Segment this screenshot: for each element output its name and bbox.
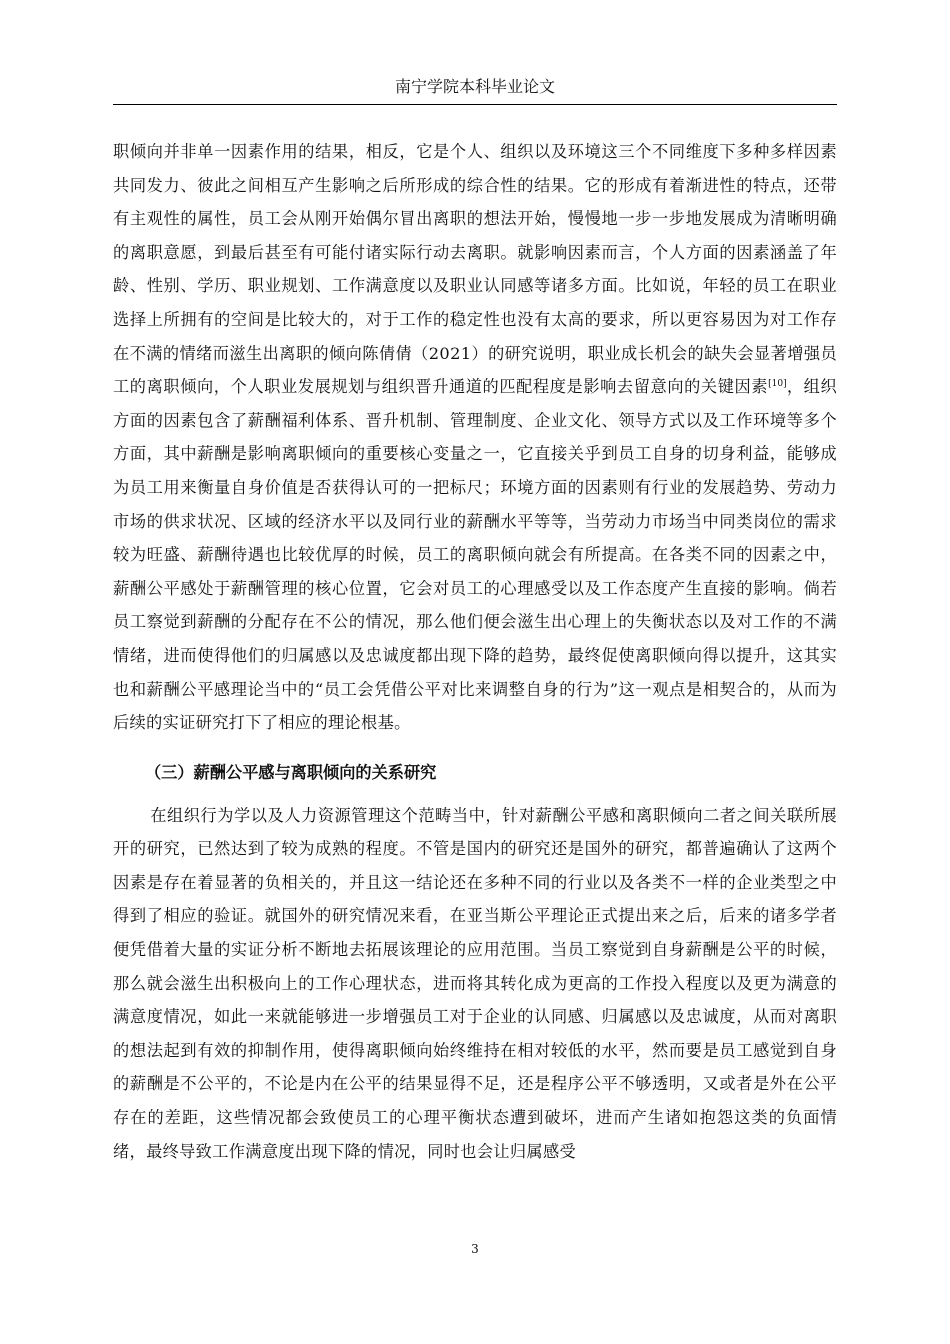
page-number: 3 bbox=[471, 1242, 479, 1256]
paragraph-text: ，组织方面的因素包含了薪酬福利体系、晋升机制、管理制度、企业文化、领导方式以及工作环境等多个方面，其中薪酬是影响离职倾向的重要核心变量之一，它直接关乎到员工自身的切身利益，能够成为员工用来衡量自身价值是否获得认可的一把标尺；环境方面的因素则有行业的发展趋势、劳动力市场的供求状况、区域的经济水平以及同行业的薪酬水平等等，当劳动力市场当中同类岗位的需求较为旺盛、薪酬待遇也比较优厚的时候，员工的离职倾向就会有所提高。在各类不同的因素之中，薪酬公平感处于薪酬管理的核心位置，它会对员工的心理感受以及工作态度产生直接的影响。倘若员工察觉到薪酬的分配存在不公的情况，那么他们便会滋生出心理上的失衡状态以及对工作的不满情绪，进而使得他们的归属感以及忠诚度都出现下降的趋势，最终促使离职倾向得以提升，这其实也和薪酬公平感理论当中的“员工会凭借公平对比来调整自身的行为”这一观点是相契合的，从而为后续的实证研究打下了相应的理论根基。 bbox=[113, 377, 837, 733]
paragraph-text: 职倾向并非单一因素作用的结果，相反，它是个人、组织以及环境这三个不同维度下多种多样因素共同发力、彼此之间相互产生影响之后所形成的综合性的结果。它的形成有着渐进性的特点，还带有主观性的属性，员工会从刚开始偶尔冒出离职的想法开始，慢慢地一步一步地发展成为清晰明确的离职意愿，到最后甚至有可能付诸实际行动去离职。就影响因素而言，个人方面的因素涵盖了年龄、性别、学历、职业规划、工作满意度以及职业认同感等诸多方面。比如说，年轻的员工在职业选择上所拥有的空间是比较大的，对于工作的稳定性也没有太高的要求，所以更容易因为对工作存在不满的情绪而滋生出离职的倾向陈倩倩（2021）的研究说明，职业成长机会的缺失会显著增强员工的离职倾向，个人职业发展规划与组织晋升通道的匹配程度是影响去留意向的关键因素 bbox=[113, 142, 837, 397]
section-heading: （三）薪酬公平感与离职倾向的关系研究 bbox=[145, 762, 437, 782]
paragraph: 在组织行为学以及人力资源管理这个范畴当中，针对薪酬公平感和离职倾向二者之间关联所展开的研究，已然达到了较为成熟的程度。不管是国内的研究还是国外的研究，都普遍确认了这两个因素是存在着显著的负相关的，并且这一结论还在多种不同的行业以及各类不一样的企业类型之中得到了相应的验证。就国外的研究情况来看，在亚当斯公平理论正式提出来之后，后来的诸多学者便凭借着大量的实证分析不断地去拓展该理论的应用范围。当员工察觉到自身薪酬是公平的时候，那么就会滋生出积极向上的工作心理状态，进而将其转化成为更高的工作投入程度以及更为满意的满意度情况，如此一来就能够进一步增强员工对于企业的认同感、归属感以及忠诚度，从而对离职的想法起到有效的抑制作用，使得离职倾向始终维持在相对较低的水平，然而要是员工感觉到自身的薪酬是不公平的，不论是内在公平的结果显得不足，还是程序公平不够透明，又或者是外在公平存在的差距，这些情况都会致使员工的心理平衡状态遭到破坏，进而产生诸如抱怨这类的负面情绪，最终导致工作满意度出现下降的情况，同时也会让归属感受 bbox=[113, 805, 837, 1161]
page-header-title: 南宁学院本科毕业论文 bbox=[394, 77, 555, 96]
paragraph-continued bbox=[113, 135, 837, 740]
header-divider bbox=[113, 104, 837, 105]
body-text bbox=[113, 135, 837, 1168]
citation-ref: [10] bbox=[768, 379, 787, 390]
